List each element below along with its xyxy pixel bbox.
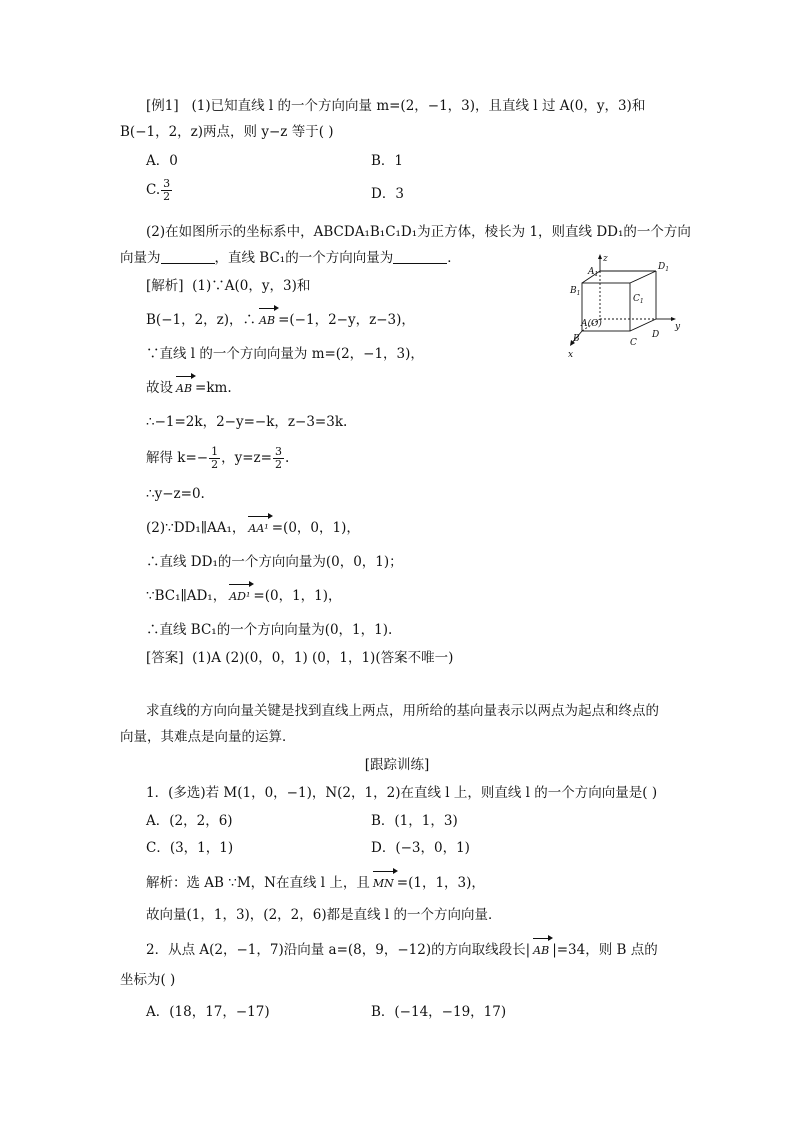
option-b: B．1 (371, 153, 404, 169)
vector-aa1: AA¹ (248, 519, 268, 539)
label-y: y (675, 322, 681, 332)
vector-mn: MN (373, 874, 394, 894)
analysis-line-5: ∴−1=2k，2−y=−k，z−3=3k. (146, 414, 348, 430)
label-D1: $D_1$ (658, 262, 670, 273)
label-x: x (568, 350, 574, 360)
vector-ab: AB (259, 311, 275, 331)
practice-q2-option-b: B．(−14，−19，17) (371, 1004, 507, 1020)
option-c: C. $\frac{3}{2}$ (146, 177, 171, 203)
answer-blank-2 (393, 251, 447, 264)
practice-title: [跟踪训练] (364, 757, 430, 773)
vector-ad1: AD¹ (229, 587, 250, 607)
practice-q1-option-d: D．(−3，0，1) (371, 840, 470, 856)
label-C1: $C_1$ (633, 294, 644, 305)
example-label: [例1] (146, 98, 179, 114)
analysis-line-8: (2)∵DD₁∥AA₁， AA¹ =(0，0，1)， (146, 518, 360, 539)
analysis-line-3: ∵直线 l 的一个方向向量为 m=(2，−1，3)， (146, 346, 424, 362)
option-a: A．0 (146, 153, 178, 169)
analysis-label: [解析] (146, 278, 184, 294)
label-B: B (573, 334, 580, 344)
practice-q2-line-2: 坐标为( ) (120, 972, 176, 988)
practice-q1-option-a: A．(2，2，6) (146, 813, 233, 829)
label-B1: $B_1$ (570, 286, 581, 297)
question-1-text: (1)已知直线 l 的一个方向向量 m=(2，−1，3)，且直线 l 过 A(0，y，3)和 (191, 98, 646, 114)
practice-q1: 1．(多选)若 M(1，0，−1)，N(2，1，2)在直线 l 上，则直线 l 的一个方向向量是( ) (146, 785, 658, 801)
vector-ab: AB (176, 379, 192, 399)
practice-q1-solution: 解析：选 AB ∵M，N在直线 l 上，且 MN =(1，1，3)， (146, 873, 485, 894)
analysis-line-4: 故设 AB =km. (146, 378, 232, 399)
practice-q2: 2．从点 A(2，−1，7)沿向量 a=(8，9，−12)的方向取线段长| AB |=34，则 B 点的 (146, 940, 658, 961)
option-d: D．3 (371, 186, 404, 202)
fraction: $\frac{3}{2}$ (163, 177, 171, 203)
label-A-origin: A(O) (581, 319, 602, 329)
summary-line-1: 求直线的方向向量关键是找到直线上两点，用所给的基向量表示以两点为起点和终点的 (146, 703, 659, 719)
question-2-line-1: (2)在如图所示的坐标系中，ABCDA₁B₁C₁D₁为正方体，棱长为 1，则直线 DD₁的一个方向 (146, 224, 691, 240)
analysis-line-10: ∵BC₁∥AD₁， AD¹ =(0，1，1)， (146, 586, 342, 607)
question-2-line-2: 向量为 ，直线 BC₁的一个方向向量为 ． (120, 250, 461, 266)
cube-figure (560, 253, 690, 363)
analysis-line-11: ∴直线 BC₁的一个方向向量为(0，1，1). (146, 622, 393, 638)
label-C: C (630, 338, 637, 348)
z-axis-arrow (598, 254, 602, 259)
practice-q1-option-b: B．(1，1，3) (371, 813, 458, 829)
question-1-line-2: B(−1，2，z)两点，则 y−z 等于( ) (120, 124, 334, 140)
practice-q2-option-a: A．(18，17，−17) (146, 1004, 270, 1020)
analysis-line-7: ∴y−z=0. (146, 486, 205, 502)
analysis-line-2: B(−1，2，z)，∴ AB =(−1，2−y，z−3)， (146, 310, 415, 331)
analysis-line-1: [解析] (1)∵A(0，y，3)和 (146, 278, 311, 294)
practice-q1-option-c: C．(3，1，1) (146, 840, 234, 856)
label-A1: $A_1$ (588, 267, 599, 278)
analysis-line-9: ∴直线 DD₁的一个方向向量为(0，0，1)； (146, 554, 403, 570)
label-z: z (603, 254, 608, 264)
cube-edge (630, 271, 656, 283)
analysis-line-6: 解得 k=− $\frac{1}{2}$ ，y=z= $\frac{3}{2}$ . (146, 445, 290, 471)
example-question-line (146, 96, 645, 116)
answer-line: [答案] (1)A (2)(0，0，1) (0，1，1)(答案不唯一) (146, 650, 454, 666)
vector-ab: AB (533, 941, 549, 961)
answer-blank-1 (161, 251, 215, 264)
label-D: D (652, 330, 660, 340)
y-axis-arrow (671, 317, 676, 321)
practice-q1-solution-2: 故向量(1，1，3)，(2，2，6)都是直线 l 的一个方向向量． (146, 907, 502, 923)
answer-label: [答案] (146, 650, 184, 666)
summary-line-2: 向量，其难点是向量的运算． (120, 729, 296, 745)
